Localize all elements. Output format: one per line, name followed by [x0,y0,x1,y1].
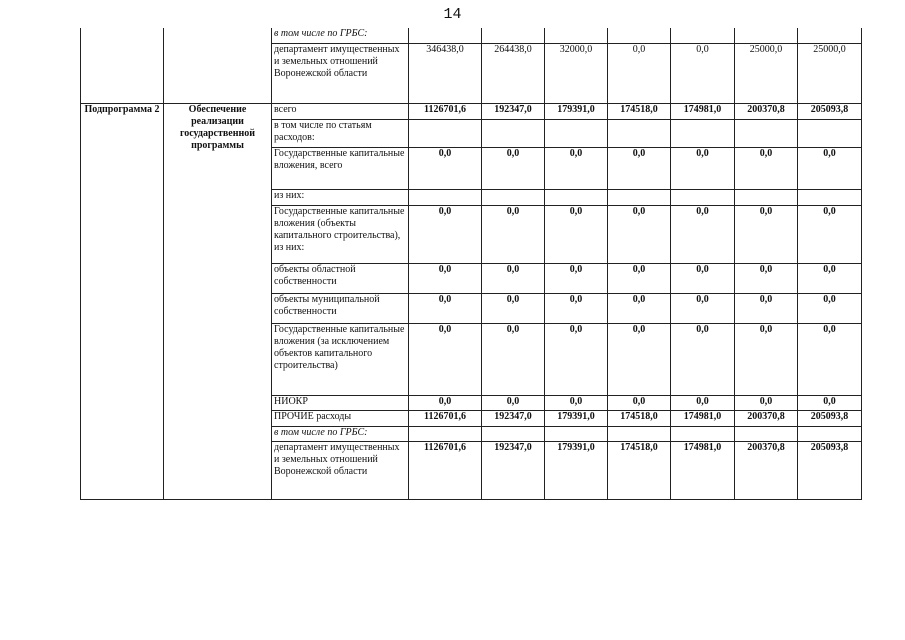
value-cell: 174981,0 [671,441,735,499]
row-label: объекты областной собственности [272,263,409,293]
value-cell: 1126701,6 [409,410,482,426]
value-cell: 200370,8 [735,441,798,499]
value-cell: 0,0 [798,395,862,410]
value-cell: 0,0 [482,263,545,293]
value-cell: 0,0 [545,293,608,323]
value-cell: 32000,0 [545,43,608,103]
value-cell: 346438,0 [409,43,482,103]
value-cell: 179391,0 [545,103,608,119]
value-cell [545,189,608,205]
value-cell: 0,0 [671,395,735,410]
row-label: Государственные капитальные вложения (объекты капитального строительства), из них: [272,205,409,263]
value-cell: 0,0 [545,395,608,410]
value-cell: 0,0 [798,293,862,323]
value-cell [608,119,671,147]
value-cell [798,119,862,147]
value-cell [798,28,862,43]
value-cell [409,189,482,205]
value-cell: 264438,0 [482,43,545,103]
prev-subprogram-code-cell [81,28,164,103]
value-cell: 25000,0 [735,43,798,103]
value-cell: 174518,0 [608,441,671,499]
row-label: ПРОЧИЕ расходы [272,410,409,426]
value-cell: 0,0 [671,293,735,323]
value-cell: 0,0 [735,293,798,323]
row-label: из них: [272,189,409,205]
value-cell: 0,0 [482,395,545,410]
value-cell [545,119,608,147]
value-cell: 0,0 [671,323,735,395]
value-cell: 0,0 [608,43,671,103]
value-cell: 0,0 [482,205,545,263]
value-cell: 200370,8 [735,103,798,119]
value-cell [545,28,608,43]
value-cell: 0,0 [545,323,608,395]
value-cell: 0,0 [608,395,671,410]
value-cell: 0,0 [608,323,671,395]
value-cell [798,426,862,441]
value-cell: 0,0 [409,323,482,395]
value-cell: 192347,0 [482,410,545,426]
value-cell: 174981,0 [671,410,735,426]
value-cell: 174518,0 [608,103,671,119]
value-cell [482,119,545,147]
value-cell [671,28,735,43]
row-label: в том числе по статьям расходов: [272,119,409,147]
value-cell [482,28,545,43]
value-cell: 0,0 [545,263,608,293]
value-cell: 0,0 [409,263,482,293]
value-cell: 179391,0 [545,410,608,426]
value-cell: 0,0 [482,147,545,189]
value-cell: 0,0 [409,205,482,263]
value-cell: 0,0 [409,395,482,410]
value-cell: 0,0 [735,263,798,293]
value-cell: 205093,8 [798,410,862,426]
value-cell: 200370,8 [735,410,798,426]
value-cell: 0,0 [409,147,482,189]
value-cell [409,426,482,441]
row-label: департамент имущественных и земельных отношений Воронежской области [272,43,409,103]
table-row [81,28,862,43]
page-number: 14 [443,6,462,23]
subprogram-name: Обеспечение реализации государственной программы [164,103,272,499]
prev-subprogram-name-cell [164,28,272,103]
value-cell [735,119,798,147]
value-cell: 1126701,6 [409,441,482,499]
value-cell [671,189,735,205]
row-label: Государственные капитальные вложения, всего [272,147,409,189]
value-cell: 0,0 [671,205,735,263]
value-cell: 0,0 [735,147,798,189]
value-cell: 0,0 [545,147,608,189]
value-cell: 0,0 [482,323,545,395]
value-cell [735,426,798,441]
value-cell: 25000,0 [798,43,862,103]
row-label: всего [272,103,409,119]
value-cell [608,28,671,43]
value-cell [735,189,798,205]
value-cell: 179391,0 [545,441,608,499]
value-cell: 0,0 [671,147,735,189]
value-cell [545,426,608,441]
value-cell [409,119,482,147]
value-cell: 0,0 [735,205,798,263]
value-cell: 0,0 [671,263,735,293]
value-cell: 0,0 [735,395,798,410]
table-row [81,103,862,119]
row-label: департамент имущественных и земельных отношений Воронежской области [272,441,409,499]
value-cell: 174981,0 [671,103,735,119]
value-cell: 0,0 [798,263,862,293]
value-cell [409,28,482,43]
value-cell: 192347,0 [482,103,545,119]
value-cell [608,426,671,441]
value-cell [671,426,735,441]
row-label: объекты муниципальной собственности [272,293,409,323]
row-label: в том числе по ГРБС: [272,426,409,441]
value-cell: 0,0 [671,43,735,103]
row-label: Государственные капитальные вложения (за исключением объектов капитального строительства) [272,323,409,395]
value-cell [798,189,862,205]
value-cell: 0,0 [735,323,798,395]
value-cell: 0,0 [608,147,671,189]
value-cell: 205093,8 [798,103,862,119]
subprogram-code: Подпрограмма 2 [81,103,164,499]
value-cell: 205093,8 [798,441,862,499]
value-cell: 0,0 [798,147,862,189]
value-cell: 0,0 [608,293,671,323]
value-cell: 192347,0 [482,441,545,499]
value-cell: 174518,0 [608,410,671,426]
value-cell: 0,0 [798,205,862,263]
value-cell: 0,0 [482,293,545,323]
value-cell [482,189,545,205]
row-label: в том числе по ГРБС: [272,28,409,43]
value-cell: 0,0 [608,263,671,293]
value-cell [608,189,671,205]
value-cell [671,119,735,147]
value-cell: 0,0 [545,205,608,263]
budget-table [80,28,862,500]
value-cell [735,28,798,43]
row-label: НИОКР [272,395,409,410]
value-cell [482,426,545,441]
value-cell: 0,0 [798,323,862,395]
value-cell: 0,0 [409,293,482,323]
value-cell: 1126701,6 [409,103,482,119]
value-cell: 0,0 [608,205,671,263]
